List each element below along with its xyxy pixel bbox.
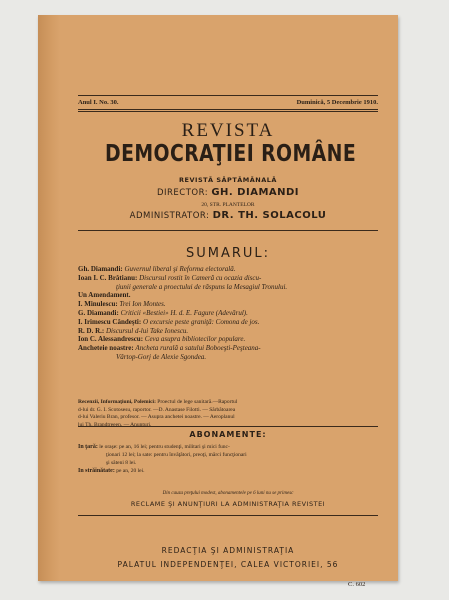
redaction-address: PALATUL INDEPENDENŢEI, CALEA VICTORIEI, 56 (117, 560, 339, 569)
item-title: ţiunii generale a proectului de răspuns la Mesagiul Tronului. (116, 282, 288, 291)
summary-item-continued (78, 283, 378, 292)
item-title: Guvernul liberal şi Reforma electorală. (124, 265, 236, 273)
item-author: Un Amendament. (78, 291, 131, 300)
item-author: I. Minulescu: (78, 300, 118, 309)
item-author: I. Irimescu Căndeşti: (78, 317, 142, 326)
reviews-text: Proectul de lege sanitară.—Raportul (157, 399, 238, 405)
editorial-address: 20, STR. PLANTELOR (201, 202, 255, 208)
abroad-label: In străinătate: (78, 468, 115, 474)
summary-item (78, 265, 378, 274)
item-title: Vârtop-Gorj de Alexie Sgondea. (116, 352, 207, 361)
magazine-cover (38, 15, 398, 588)
item-title: Criticii «Bestiei» H. d. E. Fagure (Adevărul). (120, 308, 248, 317)
summary-item (78, 291, 378, 300)
item-author: Ion C. Alessandrescu: (78, 335, 144, 344)
redaction-heading: REDACŢIA ŞI ADMINISTRAŢIA (161, 546, 295, 555)
reviews-line: lui Th. Brandtreeen. — Anunţuri. (78, 421, 152, 428)
print-code: C. 602 (348, 581, 366, 588)
issue-rule-top (78, 109, 378, 110)
item-title: O excursie peste graniţă: Comona de jos. (142, 317, 260, 326)
summary-item (78, 318, 378, 327)
administrator-line (78, 210, 378, 221)
item-title: Ceva asupra bibliotecilor populare. (144, 335, 246, 344)
summary-item (78, 309, 378, 318)
footer-rule (78, 515, 378, 516)
subscription-line (78, 467, 378, 475)
subscription-line (78, 443, 378, 451)
country-label: In ţară: (78, 444, 98, 450)
ads-line: RECLAME ŞI ANUNŢIURI LA ADMINISTRAŢIA REVISTEI (130, 500, 326, 508)
cover-spine (38, 15, 60, 581)
summary-item (78, 335, 378, 344)
summary-list (78, 265, 378, 362)
summary-item (78, 327, 378, 336)
subscriptions-heading: ABONAMENTE: (189, 430, 267, 439)
masthead-title: DEMOCRAŢIEI ROMÂNE (105, 141, 357, 167)
abroad-text: pe an, 20 lei. (116, 468, 145, 474)
reviews-lead: Recenzii, Informaţiuni, Polemici: (78, 399, 156, 405)
item-author: Ancheteie noastre: (78, 344, 134, 353)
item-author: G. Diamandi: (78, 308, 119, 317)
reviews-line: d-lui dr. G. I. Scotosesu, raportor. —D. Anastase Filotti. — Sărbătoarea (78, 406, 236, 413)
summary-item (78, 300, 378, 309)
summary-item (78, 274, 378, 283)
item-author: R. D. R.: (78, 326, 105, 335)
subscriptions-rule (78, 426, 378, 427)
director-line (78, 187, 378, 198)
summary-item (78, 344, 378, 353)
administrator-label: ADMINISTRATOR: (129, 211, 210, 221)
subscription-line: şi săteni 8 lei. (106, 460, 137, 466)
item-title: Trei Ion Montes. (119, 300, 166, 309)
subscription-line: ţionari 12 lei; la sate: pentru învăţători, preoţi, mărci funcţionari (106, 452, 247, 458)
item-title: Discursul d-lui Take Ionescu. (106, 326, 189, 335)
issue-line (78, 99, 378, 106)
country-text: le oraşe: pe an, 16 lei; pentru studenţi, militari şi mici func- (99, 444, 230, 450)
director-name: GH. DIAMANDI (211, 187, 300, 198)
summary-heading: SUMARUL: (185, 246, 271, 261)
cover-content (78, 15, 378, 588)
issue-number: Anul I. No. 30. (78, 99, 119, 106)
item-title: Discursul rostit în Cameră cu ocazia discu- (139, 273, 262, 282)
reviews-line: d-lui Valeriu Bran, profesor. — Asupra anchetei noastre. — Aeroplanul (78, 414, 235, 420)
summary-item-continued (78, 353, 378, 362)
item-author: Gh. Diamandi: (78, 265, 123, 273)
administrator-name: DR. TH. SOLACOLU (212, 210, 327, 221)
summary-rule (78, 230, 378, 231)
item-author: Ioan I. C. Brătianu: (78, 273, 138, 282)
item-title: Ancheta rurală a satului Boboeşti-Peşteana- (135, 344, 261, 353)
director-label: DIRECTOR: (156, 188, 209, 198)
subscription-note: Din cauza preţului modest, abonamentele pe 6 luni nu se primesc (162, 491, 294, 496)
issue-rule-bottom (78, 111, 378, 112)
masthead-revista: REVISTA (181, 120, 275, 141)
reviews-section (78, 399, 378, 429)
subscriptions-list (78, 443, 378, 475)
reviews-line (78, 399, 378, 407)
issue-date: Duminică, 5 Decembrie 1910. (296, 99, 378, 106)
masthead-subtitle: REVISTĂ SĂPTĂMÂNALĂ (179, 176, 277, 184)
top-rule (78, 95, 378, 96)
